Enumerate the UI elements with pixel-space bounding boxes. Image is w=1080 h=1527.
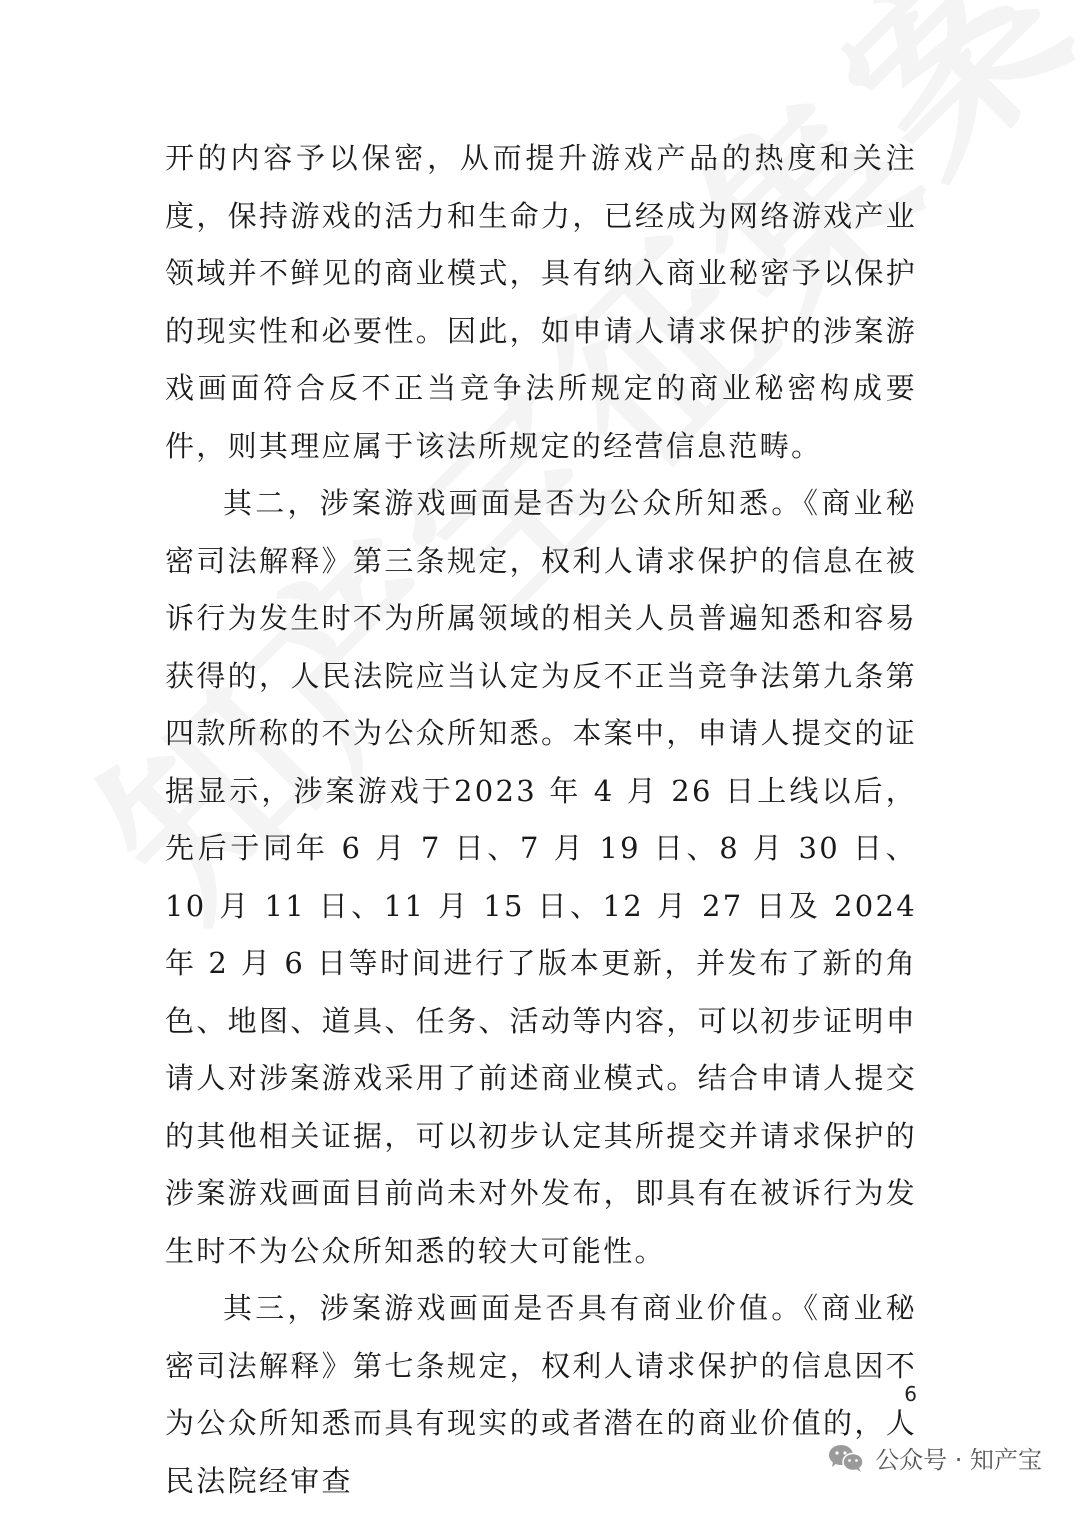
paragraph-public-knowledge: 其二，涉案游戏画面是否为公众所知悉。《商业秘密司法解释》第三条规定，权利人请求保护的信息在被诉行为发生时不为所属领域的相关人员普遍知悉和容易获得的，人民法院应当认定为反不正当竞争法第九条第四款所称的不为公众所知悉。本案中，申请人提交的证据显示，涉案游戏于2023 年 4 月 26 日上线以后，先后于同年 6 月 7 日、7 月 19 日、8 月 30 日、10 月 11 日、11 月 15 日、12 月 27 日及 2024 年 2 月 6 日等时间进行了版本更新，并发布了新的角色、地图、道具、任务、活动等内容，可以初步证明申请人对涉案游戏采用了前述商业模式。结合申请人提交的其他相关证据，可以初步认定其所提交并请求保护的涉案游戏画面目前尚未对外发布，即具有在被诉行为发生时不为公众所知悉的较大可能性。 [165,486,917,1268]
footer-text: 公众号 · 知产宝 [875,1446,1042,1474]
footer-attribution[interactable] [827,1440,1042,1475]
wechat-icon [827,1443,865,1473]
document-body [165,130,917,1510]
page-number: 6 [904,1382,917,1406]
paragraph-continuation: 开的内容予以保密，从而提升游戏产品的热度和关注度，保持游戏的活力和生命力，已经成为网络游戏产业领域并不鲜见的商业模式，具有纳入商业秘密予以保护的现实性和必要性。因此，如申请人请求保护的涉案游戏画面符合反不正当竞争法所规定的商业秘密构成要件，则其理应属于该法所规定的经营信息范畴。 [165,141,917,463]
paragraph-commercial-value: 其三，涉案游戏画面是否具有商业价值。《商业秘密司法解释》第七条规定，权利人请求保护的信息因不为公众所知悉而具有现实的或者潜在的商业价值的，人民法院经审查 [165,1291,917,1498]
